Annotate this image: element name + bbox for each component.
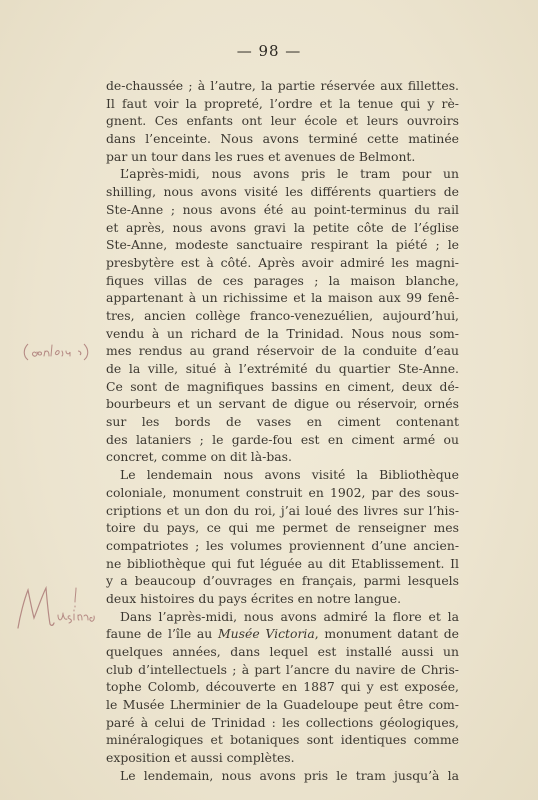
text-line: tophe Colomb, découverte en 1887 qui y est exposée, [106, 679, 459, 695]
text-line: gnent. Ces enfants ont leur école et leurs ouvroirs [106, 113, 459, 129]
text-line: L’après-midi, nous avons pris le tram pour un [120, 166, 459, 182]
text-line: sur les bords de vases en ciment contenant [106, 414, 459, 430]
text-line: minéralogiques et botaniques sont identiques comme [106, 732, 459, 748]
pencil-handwriting-icon [10, 578, 100, 638]
text-line: coloniale, monument construit en 1902, par des sous- [106, 484, 459, 500]
museum-name: Musée Victoria [217, 626, 315, 642]
text-line: Il faut voir la propreté, l’ordre et la tenue qui y rè- [106, 95, 459, 111]
text-line: le Musée Lherminier de la Guadeloupe peut être com- [106, 697, 459, 713]
text-line: par un tour dans les rues et avenues de Belmont. [106, 148, 416, 164]
page-number: — 98 — [236, 42, 302, 60]
text-line: criptions et un don du roi, j’ai loué des livres sur l’his- [106, 502, 459, 518]
text-line: ne bibliothèque qui fut léguée au dit Etablissement. Il [106, 555, 459, 571]
text-line: Dans l’après-midi, nous avons admiré la flore et la [120, 608, 459, 624]
text-line: et après, nous avons gravi la petite côte de l’église [106, 219, 459, 235]
text-line: faune de l’île au Musée Victoria, monument datant de [106, 626, 459, 642]
text-line: de-chaussée ; à l’autre, la partie réservée aux fillettes. [106, 78, 459, 93]
text-line: concret, comme on dit là-bas. [106, 449, 292, 465]
text-line: dans l’enceinte. Nous avons terminé cette matinée [106, 131, 459, 147]
text-line: Le lendemain, nous avons pris le tram jusqu’à la [120, 767, 459, 783]
text-line: quelques années, dans lequel est installé aussi un [106, 644, 459, 659]
text-line: des lataniers ; le garde-fou est en ciment armé ou [106, 431, 459, 447]
text-line: vendu à un richard de la Trinidad. Nous nous som- [106, 325, 459, 341]
text-line: Ste-Anne ; nous avons été au point-terminus du rail [106, 201, 459, 217]
text-line: fiques villas de ces parages ; la maison blanche, [106, 272, 459, 288]
text-line: bourbeurs et un servant de digue ou réservoir, ornés [106, 396, 459, 412]
text-line: exposition et aussi complètes. [106, 750, 295, 766]
text-line: Le lendemain nous avons visité la Bibliothèque [120, 467, 459, 483]
text-line: compatriotes ; les volumes proviennent d’une ancien- [106, 537, 459, 553]
margin-note-pencil [10, 578, 100, 638]
text-line: paré à celui de Trinidad : les collections géologiques, [106, 714, 459, 730]
text-line: tres, ancien collège franco-venezuélien, aujourd’hui, [106, 307, 459, 323]
text-line: Ste-Anne, modeste sanctuaire respirant la piété ; le [106, 237, 459, 253]
text-line: presbytère est à côté. Après avoir admiré les magni- [106, 254, 459, 270]
pencil-scribble-icon [22, 341, 94, 363]
text-line: shilling, nous avons visité les différents quartiers de [106, 184, 459, 200]
text-line: toire du pays, ce qui me permet de renseigner mes [106, 520, 459, 536]
margin-note-pencil [22, 341, 94, 363]
text-line: de la ville, situé à l’extrémité du quartier Ste-Anne. [106, 361, 459, 376]
text-line: Ce sont de magnifiques bassins en ciment, deux dé- [106, 378, 459, 394]
body-text [106, 77, 459, 785]
text-line: club d’intellectuels ; à part l’ancre du navire de Chris- [106, 661, 459, 677]
text-line: appartenant à un richissime et la maison aux 99 fenê- [106, 290, 459, 306]
text-line: deux histoires du pays écrites en notre langue. [106, 590, 402, 606]
text-line: mes rendus au grand réservoir de la conduite d’eau [106, 343, 459, 359]
text-line: y a beaucoup d’ouvrages en français, parmi lesquels [106, 573, 459, 589]
